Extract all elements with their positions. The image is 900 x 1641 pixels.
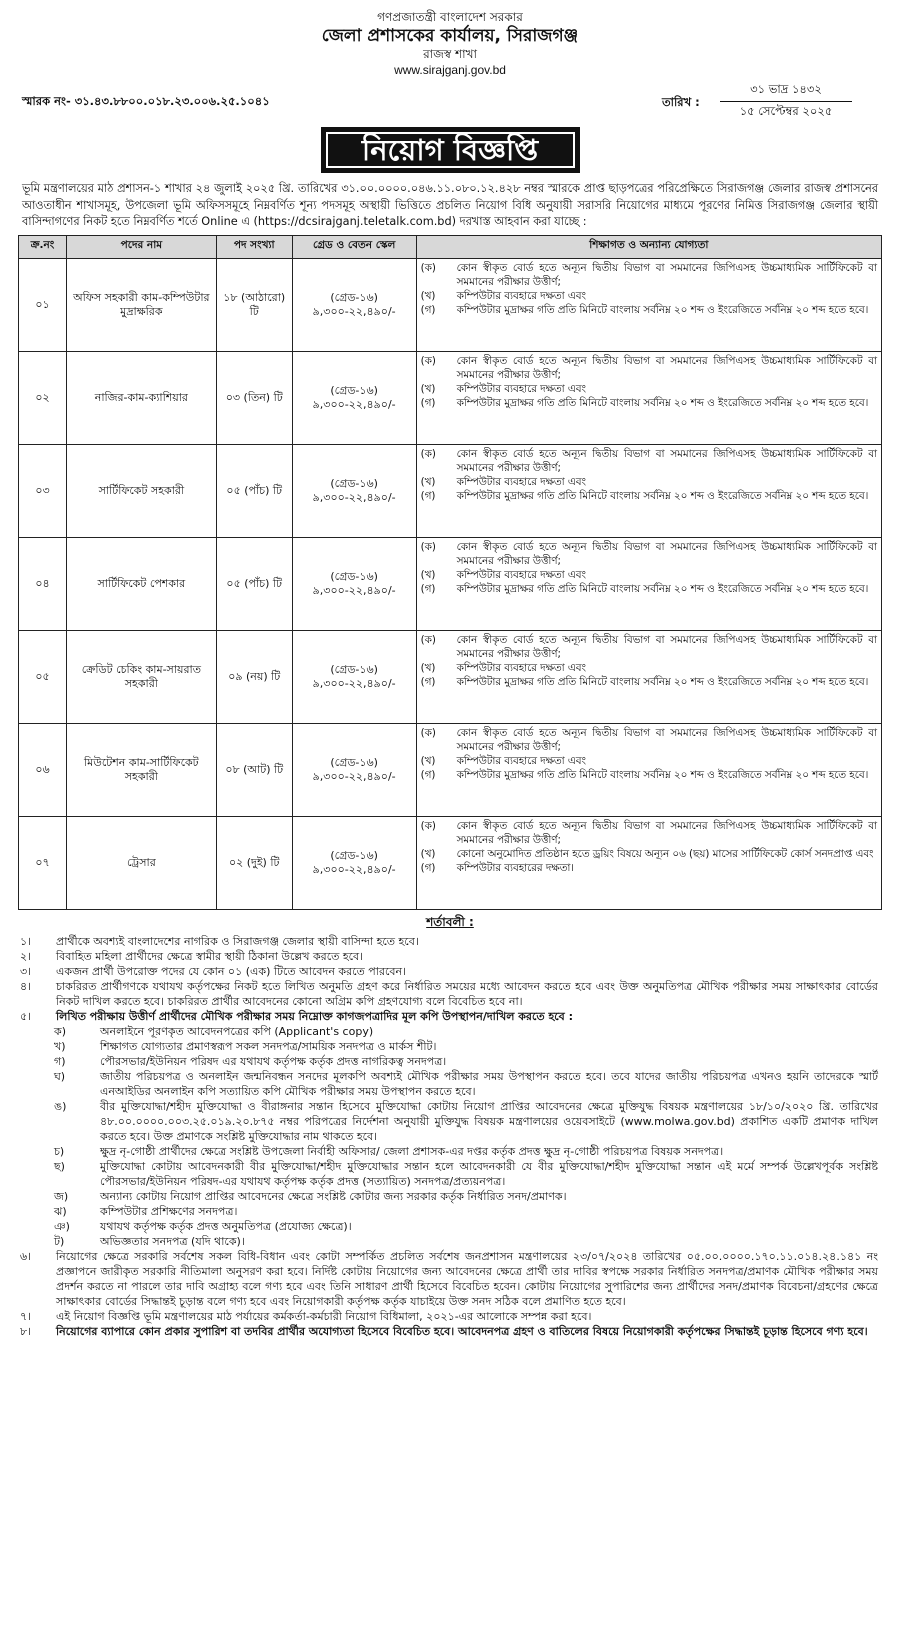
table-row (19, 444, 882, 537)
qualification-text: কোন স্বীকৃত বোর্ড হতে অন্যূন দ্বিতীয় বিভাগ বা সমমানের জিপিএসহ উচ্চমাধ্যমিক সার্টিফিকেট বা সমমানের পরীক্ষার উত্তীর্ণ; (456, 726, 877, 753)
grade-cell (292, 723, 416, 816)
website-text: www.sirajganj.gov.bd (394, 63, 506, 77)
qualification-cell (416, 723, 881, 816)
document-text: যথাযথ কর্তৃপক্ষ কর্তৃক প্রদত্ত অনুমতিপত্র (প্রযোজ্য ক্ষেত্রে)। (100, 1219, 352, 1233)
post-name-cell: নাজির-কাম-ক্যাশিয়ার (66, 351, 216, 444)
qualification-text: কম্পিউটার মুদ্রাক্ষর গতি প্রতি মিনিটে বাংলায় সর্বনিম্ন ২০ শব্দ ও ইংরেজিতে সর্বনিম্ন ২০ শব্দ হতে হবে। (456, 396, 869, 409)
document-text: অনলাইনে পূরণকৃত আবেদনপত্রের কপি (Applicant's copy) (100, 1024, 374, 1038)
qualification-key: (ক) (420, 540, 436, 553)
qualification-key: (ক) (420, 261, 436, 274)
qualification-item (421, 489, 877, 503)
term-number: ৬। (20, 1249, 32, 1263)
date-block (662, 81, 852, 122)
qualification-key: (গ) (420, 303, 436, 316)
qualification-key: (গ) (420, 489, 436, 502)
term-item (18, 934, 882, 949)
serial-cell: ০৭ (19, 816, 67, 909)
term-number: ১। (20, 934, 32, 948)
qualification-text: কোন স্বীকৃত বোর্ড হতে অন্যূন দ্বিতীয় বিভাগ বা সমমানের জিপিএসহ উচ্চমাধ্যমিক সার্টিফিকেট বা সমমানের পরীক্ষার উত্তীর্ণ; (456, 819, 877, 846)
qualification-cell (416, 351, 881, 444)
document-key: ঘ) (54, 1069, 66, 1083)
table-row (19, 351, 882, 444)
post-name-cell: ক্রেডিট চেকিং কাম-সায়রাত সহকারী (66, 630, 216, 723)
qualification-text: কম্পিউটার ব্যবহারে দক্ষতা এবং (456, 475, 586, 488)
document-key: ঙ) (54, 1099, 67, 1113)
qualification-item (421, 354, 877, 382)
scale-text: ৯,৩০০-২২,৪৯০/- (312, 397, 396, 411)
term-text: লিখিত পরীক্ষায় উত্তীর্ণ প্রার্থীদের মৌখিক পরীক্ষার সময় নিম্নোক্ত কাগজপত্রাদির মূল কপি উপস্থাপন/দাখিল করতে হবে : (56, 1009, 574, 1023)
qualification-item (421, 633, 877, 661)
grade-text: (গ্রেড-১৬) (330, 383, 378, 397)
term-number: ৩। (20, 964, 32, 978)
letterhead (18, 10, 882, 79)
qualification-item (421, 396, 877, 410)
term-text: বিবাহিত মহিলা প্রার্থীদের ক্ষেত্রে স্বামীর স্থায়ী ঠিকানা উল্লেখ করতে হবে। (56, 949, 364, 963)
qualification-key: (খ) (420, 382, 436, 395)
qualification-key: (ক) (420, 726, 436, 739)
document-text: জাতীয় পরিচয়পত্র ও অনলাইন জন্মনিবন্ধন সনদের মূলকপি অবশ্যই মৌখিক পরীক্ষার সময় উপস্থাপন করতে হবে। তবে যাদের জাতীয় পরিচয়পত্র এখনও হয়নি তাদেরকে স্মার্ট এনআইডির অনলাইন কপি সত্যায়িত কপি মৌখিক পরীক্ষার সময় উপস্থাপন করতে হবে। (100, 1069, 878, 1098)
document-item (18, 1039, 882, 1054)
post-count-cell: ০২ (দুই) টি (216, 816, 292, 909)
grade-cell (292, 630, 416, 723)
qualification-key: (খ) (420, 847, 436, 860)
terms-list (18, 934, 882, 1339)
document-key: ঞ) (54, 1219, 70, 1233)
term-item (18, 1324, 882, 1339)
post-name-cell: মিউটেশন কাম-সার্টিফিকেট সহকারী (66, 723, 216, 816)
qualification-key: (গ) (420, 582, 436, 595)
qualification-item (421, 861, 877, 875)
post-name-cell: সার্টিফিকেট পেশকার (66, 537, 216, 630)
memo-reference: স্মারক নং- ৩১.৪৩.৮৮০০.০১৮.২৩.০০৬.২৫.১০৪১ (22, 94, 270, 108)
terms-heading: শর্তাবলী : (426, 914, 474, 929)
term-item (18, 1249, 882, 1309)
qualification-text: কম্পিউটার ব্যবহারে দক্ষতা এবং (456, 754, 586, 767)
qualification-text: কম্পিউটার মুদ্রাক্ষর গতি প্রতি মিনিটে বাংলায় সর্বনিম্ন ২০ শব্দ ও ইংরেজিতে সর্বনিম্ন ২০ শব্দ হতে হবে। (456, 303, 869, 316)
qualification-key: (গ) (420, 675, 436, 688)
table-row (19, 816, 882, 909)
document-key: ছ) (54, 1159, 65, 1173)
document-text: কম্পিউটার প্রশিক্ষণের সনদপত্র। (100, 1204, 238, 1218)
grade-cell (292, 816, 416, 909)
document-text: ক্ষুদ্র নৃ-গোষ্ঠী প্রার্থীদের ক্ষেত্রে সংশ্লিষ্ট উপজেলা নির্বাহী অফিসার/ জেলা প্রশাসক-এর দপ্তর কর্তৃক প্রদত্ত ক্ষুদ্র নৃ-গোষ্ঠী পরিচয়পত্র বিষয়ক সনদপত্র। (100, 1144, 724, 1158)
term-item (18, 964, 882, 979)
document-item (18, 1159, 882, 1189)
document-key: ট) (54, 1234, 65, 1248)
qualification-text: কম্পিউটার মুদ্রাক্ষর গতি প্রতি মিনিটে বাংলায় সর্বনিম্ন ২০ শব্দ ও ইংরেজিতে সর্বনিম্ন ২০ শব্দ হতে হবে। (456, 582, 869, 595)
term-text: নিয়োগের ক্ষেত্রে সরকারি সর্বশেষ সকল বিধি-বিধান এবং কোটা সম্পর্কিত প্রচলিত সর্বশেষ জনপ্রশাসন মন্ত্রণালয়ের ২৩/০৭/২০২৪ তারিখের ০৫.০০.০০০০.১৭০.১১.০১৪.২৪.১৪১ নং প্রজ্ঞাপনে জারীকৃত সরকারি নীতিমালা অনুসরণ করা হবে। নির্দিষ্ট কোটায় নিয়োগের জন্য আবেদনের ক্ষেত্রে প্রার্থী তার দাবির স্বপক্ষে সরকার নির্ধারিত সনদপত্র/প্রমাণক মৌখিক পরীক্ষার সময় প্রদর্শন করতে না পারলে তার দাবি অগ্রাহ্য বলে গণ্য হবে এবং তিনি সাধারণ প্রার্থী হিসেবে বিবেচিত হবেন। কোটায় নিয়োগের সুপারিশের জন্য প্রার্থীদের সনদ/প্রমাণক বিবেচনা/গ্রহণের ক্ষেত্রে সাক্ষাৎকার বোর্ডের সিদ্ধান্তই চূড়ান্ত বলে গণ্য হবে এবং নিয়োগকারী কর্তৃপক্ষ কর্তৃক যাচাইয়ে উক্ত সনদ সঠিক বলে প্রমাণিত হতে হবে। (56, 1249, 878, 1308)
qualification-text: কোন স্বীকৃত বোর্ড হতে অন্যূন দ্বিতীয় বিভাগ বা সমমানের জিপিএসহ উচ্চমাধ্যমিক সার্টিফিকেট বা সমমানের পরীক্ষার উত্তীর্ণ; (456, 540, 877, 567)
qualification-text: কম্পিউটার মুদ্রাক্ষর গতি প্রতি মিনিটে বাংলায় সর্বনিম্ন ২০ শব্দ ও ইংরেজিতে সর্বনিম্ন ২০ শব্দ হতে হবে। (456, 675, 869, 688)
grade-text: (গ্রেড-১৬) (330, 569, 378, 583)
document-item (18, 1069, 882, 1099)
scale-text: ৯,৩০০-২২,৪৯০/- (312, 769, 396, 783)
header-post-name: পদের নাম (66, 235, 216, 258)
post-count-cell: ০৫ (পাঁচ) টি (216, 537, 292, 630)
qualification-item (421, 754, 877, 768)
qualification-item (421, 768, 877, 782)
document-item (18, 1144, 882, 1159)
grade-text: (গ্রেড-১৬) (330, 848, 378, 862)
serial-cell: ০২ (19, 351, 67, 444)
grade-cell (292, 258, 416, 351)
post-count-cell: ০৮ (আট) টি (216, 723, 292, 816)
document-item (18, 1189, 882, 1204)
qualification-key: (গ) (420, 861, 436, 874)
post-count-cell: ০৯ (নয়) টি (216, 630, 292, 723)
term-item (18, 979, 882, 1009)
table-row (19, 537, 882, 630)
term-text: প্রার্থীকে অবশ্যই বাংলাদেশের নাগরিক ও সিরাজগঞ্জ জেলার স্থায়ী বাসিন্দা হতে হবে। (56, 934, 419, 948)
qualification-key: (খ) (420, 754, 436, 767)
document-text: মুক্তিযোদ্ধা কোটায় আবেদনকারী বীর মুক্তিযোদ্ধা/শহীদ মুক্তিযোদ্ধার সন্তান হলে আবেদনকারী যে বীর মুক্তিযোদ্ধা/শহীদ মুক্তিযোদ্ধা সন্তান এই মর্মে সম্পর্ক উল্লেখপূর্বক সংশ্লিষ্ট পৌরসভার/ইউনিয়ন পরিষদ-এর যথাযথ কর্তৃপক্ষ কর্তৃক প্রদত্ত (সত্যায়িত) সনদপত্র/প্রত্যয়নপত্র। (100, 1159, 878, 1188)
qualification-key: (ক) (420, 447, 436, 460)
scale-text: ৯,৩০০-২২,৪৯০/- (312, 490, 396, 504)
memo-row (18, 81, 882, 125)
post-count-cell: ১৮ (আঠারো) টি (216, 258, 292, 351)
post-count-cell: ০৫ (পাঁচ) টি (216, 444, 292, 537)
qualification-item (421, 447, 877, 475)
serial-cell: ০৩ (19, 444, 67, 537)
term-text: এই নিয়োগ বিজ্ঞপ্তি ভূমি মন্ত্রণালয়ের মাঠ পর্যায়ের কর্মকর্তা-কর্মচারী নিয়োগ বিধিমালা, ২০২১-এর আলোকে সম্পন্ন করা হবে। (56, 1309, 592, 1323)
term-number: ৫। (20, 1009, 32, 1023)
term-text: চাকরিরত প্রার্থীগণকে যথাযথ কর্তৃপক্ষের নিকট হতে লিখিত অনুমতি গ্রহণ করে নির্ধারিত সময়ের মধ্যে আবেদন করতে হবে এবং উক্ত অনুমতিপত্র মৌখিক পরীক্ষার সময় সাক্ষাৎকার বোর্ডের নিকট দাখিল করতে হবে। চাকরিরত প্রার্থীর আবেদনের কোনো অগ্রিম কপি গ্রহণযোগ্য বলে বিবেচিত হবে না। (56, 979, 878, 1008)
term-number: ৭। (20, 1309, 32, 1323)
qualification-item (421, 382, 877, 396)
document-item (18, 1024, 882, 1039)
qualification-key: (খ) (420, 475, 436, 488)
table-header-row (19, 235, 882, 258)
qualification-text: কম্পিউটার ব্যবহারে দক্ষতা এবং (456, 568, 586, 581)
serial-cell: ০১ (19, 258, 67, 351)
serial-cell: ০৬ (19, 723, 67, 816)
grade-text: (গ্রেড-১৬) (330, 290, 378, 304)
document-text: পৌরসভার/ইউনিয়ন পরিষদ এর যথাযথ কর্তৃপক্ষ কর্তৃক প্রদত্ত নাগরিকত্ব সনদপত্র। (100, 1054, 447, 1068)
qualification-text: কোন স্বীকৃত বোর্ড হতে অন্যূন দ্বিতীয় বিভাগ বা সমমানের জিপিএসহ উচ্চমাধ্যমিক সার্টিফিকেট বা সমমানের পরীক্ষার উত্তীর্ণ; (456, 633, 877, 660)
qualification-text: কম্পিউটার ব্যবহারের দক্ষতা। (456, 861, 574, 874)
qualification-text: কম্পিউটার মুদ্রাক্ষর গতি প্রতি মিনিটে বাংলায় সর্বনিম্ন ২০ শব্দ ও ইংরেজিতে সর্বনিম্ন ২০ শব্দ হতে হবে। (456, 768, 869, 781)
grade-text: (গ্রেড-১৬) (330, 755, 378, 769)
qualification-key: (গ) (420, 768, 436, 781)
qualification-text: কোন স্বীকৃত বোর্ড হতে অন্যূন দ্বিতীয় বিভাগ বা সমমানের জিপিএসহ উচ্চমাধ্যমিক সার্টিফিকেট বা সমমানের পরীক্ষার উত্তীর্ণ; (456, 447, 877, 474)
scale-text: ৯,৩০০-২২,৪৯০/- (312, 583, 396, 597)
qualification-cell (416, 537, 881, 630)
table-row (19, 630, 882, 723)
qualification-cell (416, 444, 881, 537)
qualification-item (421, 582, 877, 596)
grade-text: (গ্রেড-১৬) (330, 662, 378, 676)
header-post-count: পদ সংখ্যা (216, 235, 292, 258)
date-label: তারিখ : (662, 95, 700, 109)
term-item (18, 949, 882, 964)
positions-table (18, 235, 882, 910)
qualification-item (421, 675, 877, 689)
document-item (18, 1219, 882, 1234)
document-key: ক) (54, 1024, 66, 1038)
document-item (18, 1054, 882, 1069)
qualification-text: কম্পিউটার ব্যবহারে দক্ষতা এবং (456, 289, 586, 302)
qualification-item (421, 303, 877, 317)
qualification-key: (গ) (420, 396, 436, 409)
intro-paragraph: ভূমি মন্ত্রণালয়ের মাঠ প্রশাসন-১ শাখার ২৪ জুলাই ২০২৫ খ্রি. তারিখের ৩১.০০.০০০০.০৪৬.১১.০৮০.১২.৪২৮ নম্বর স্মারকে প্রাপ্ত ছাড়পত্রের পরিপ্রেক্ষিতে সিরাজগঞ্জ জেলার রাজস্ব প্রশাসনের আওতাধীন শাখাসমূহ, উপজেলা ভূমি অফিসসমূহে নিম্নবর্ণিত শূন্য পদসমূহ অস্থায়ী ভিত্তিতে প্রচলিত নিয়োগ বিধি অনুযায়ী সরাসরি নিয়োগের মাধ্যমে পূরণের নিমিত্ত সিরাজগঞ্জ জেলার স্থায়ী বাসিন্দাগণের নিকট হতে নিম্নবর্ণিত শর্তে Online এ (https://dcsirajganj.teletalk.com.bd) দরখাস্ত আহবান করা যাচ্ছে : (22, 182, 878, 228)
grade-cell (292, 537, 416, 630)
qualification-cell (416, 816, 881, 909)
document-item (18, 1234, 882, 1249)
government-name: গণপ্রজাতন্ত্রী বাংলাদেশ সরকার (377, 10, 523, 24)
qualification-item (421, 568, 877, 582)
qualification-text: কম্পিউটার ব্যবহারে দক্ষতা এবং (456, 661, 586, 674)
grade-cell (292, 351, 416, 444)
document-key: চ) (54, 1144, 65, 1158)
term-text: একজন প্রার্থী উপরোক্ত পদের যে কোন ০১ (এক) টিতে আবেদন করতে পারবেন। (56, 964, 407, 978)
term-item (18, 1309, 882, 1324)
office-name: জেলা প্রশাসকের কার্যালয়, সিরাজগঞ্জ (321, 26, 579, 46)
scale-text: ৯,৩০০-২২,৪৯০/- (312, 676, 396, 690)
document-key: খ) (54, 1039, 66, 1053)
qualification-text: কম্পিউটার ব্যবহারে দক্ষতা এবং (456, 382, 586, 395)
document-text: অন্যান্য কোটায় নিয়োগ প্রাপ্তির আবেদনের ক্ষেত্রে সংশ্লিষ্ট কোটার জন্য সরকার কর্তৃক নির্ধারিত সনদ/প্রমাণক। (100, 1189, 567, 1203)
document-key: জ) (54, 1189, 69, 1203)
qualification-cell (416, 630, 881, 723)
term-item (18, 1009, 882, 1024)
document-key: ঝ) (54, 1204, 67, 1218)
qualification-key: (ক) (420, 819, 436, 832)
post-name-cell: সার্টিফিকেট সহকারী (66, 444, 216, 537)
qualification-item (421, 661, 877, 675)
notice-title: নিয়োগ বিজ্ঞপ্তি (321, 127, 580, 173)
qualification-item (421, 540, 877, 568)
document-key: গ) (54, 1054, 66, 1068)
date-gregorian: ১৫ সেপ্টেম্বর ২০২৫ (739, 104, 833, 118)
qualification-key: (খ) (420, 289, 436, 302)
scale-text: ৯,৩০০-২২,৪৯০/- (312, 862, 396, 876)
qualification-key: (খ) (420, 568, 436, 581)
header-grade-scale: গ্রেড ও বেতন স্কেল (292, 235, 416, 258)
post-count-cell: ০৩ (তিন) টি (216, 351, 292, 444)
grade-cell (292, 444, 416, 537)
post-name-cell: অফিস সহকারী কাম-কম্পিউটার মুদ্রাক্ষরিক (66, 258, 216, 351)
serial-cell: ০৪ (19, 537, 67, 630)
header-qualification: শিক্ষাগত ও অন্যান্য যোগ্যতা (416, 235, 881, 258)
term-number: ৮। (20, 1324, 32, 1338)
date-bangla: ৩১ ভাদ্র ১৪৩২ (720, 81, 852, 102)
document-item (18, 1099, 882, 1144)
qualification-item (421, 261, 877, 289)
qualification-key: (ক) (420, 633, 436, 646)
qualification-item (421, 847, 877, 861)
qualification-text: কম্পিউটার মুদ্রাক্ষর গতি প্রতি মিনিটে বাংলায় সর্বনিম্ন ২০ শব্দ ও ইংরেজিতে সর্বনিম্ন ২০ শব্দ হতে হবে। (456, 489, 869, 502)
serial-cell: ০৫ (19, 630, 67, 723)
qualification-text: কোন স্বীকৃত বোর্ড হতে অন্যূন দ্বিতীয় বিভাগ বা সমমানের জিপিএসহ উচ্চমাধ্যমিক সার্টিফিকেট বা সমমানের পরীক্ষার উত্তীর্ণ; (456, 354, 877, 381)
post-name-cell: ট্রেসার (66, 816, 216, 909)
term-number: ৪। (20, 979, 32, 993)
document-text: শিক্ষাগত যোগ্যতার প্রমাণস্বরূপ সকল সনদপত্র/সাময়িক সনদপত্র ও মার্কস শীট। (100, 1039, 437, 1053)
qualification-item (421, 726, 877, 754)
grade-text: (গ্রেড-১৬) (330, 476, 378, 490)
qualification-text: কোন স্বীকৃত বোর্ড হতে অন্যূন দ্বিতীয় বিভাগ বা সমমানের জিপিএসহ উচ্চমাধ্যমিক সার্টিফিকেট বা সমমানের পরীক্ষার উত্তীর্ণ; (456, 261, 877, 288)
document-text: অভিজ্ঞতার সনদপত্র (যদি থাকে)। (100, 1234, 245, 1248)
qualification-text: কোনো অনুমোদিত প্রতিষ্ঠান হতে ড্রয়িং বিষয়ে অন্যূন ০৬ (ছয়) মাসের সার্টিফিকেট কোর্স সনদপ্রাপ্ত এবং (456, 847, 874, 860)
document-item (18, 1204, 882, 1219)
qualification-item (421, 475, 877, 489)
qualification-item (421, 289, 877, 303)
qualification-cell (416, 258, 881, 351)
header-serial: ক্র.নং (19, 235, 67, 258)
qualification-key: (খ) (420, 661, 436, 674)
table-row (19, 258, 882, 351)
qualification-key: (ক) (420, 354, 436, 367)
scale-text: ৯,৩০০-২২,৪৯০/- (312, 304, 396, 318)
table-row (19, 723, 882, 816)
document-text: বীর মুক্তিযোদ্ধা/শহীদ মুক্তিযোদ্ধা ও বীরাঙ্গনার সন্তান হিসেবে মুক্তিযোদ্ধা কোটায় নিয়োগ প্রাপ্তির আবেদনের ক্ষেত্রে মুক্তিযুদ্ধ বিষয়ক মন্ত্রণালয়ের ১৮/১০/২০২০ খ্রি. তারিখের ৪৮.০০.০০০০.০০৩.২৫.০১৯.২০.৮৭৫ নম্বর পরিপত্রের নির্দেশনা অনুযায়ী মুক্তিযুদ্ধ বিষয়ক মন্ত্রণালয়ের ওয়েবসাইটে (www.molwa.gov.bd) প্রকাশিত একটি প্রমাণক দাখিল করতে হবে। উক্ত প্রমাণকে সংশ্লিষ্ট মুক্তিযোদ্ধার নাম থাকতে হবে। (100, 1099, 878, 1143)
branch-name: রাজস্ব শাখা (423, 47, 477, 61)
term-text: নিয়োগের ব্যাপারে কোন প্রকার সুপারিশ বা তদবির প্রার্থীর অযোগ্যতা হিসেবে বিবেচিত হবে। আবেদনপত্র গ্রহণ ও বাতিলের বিষয়ে নিয়োগকারী কর্তৃপক্ষের সিদ্ধান্তই চূড়ান্ত হিসেবে গণ্য হবে। (56, 1324, 868, 1338)
qualification-item (421, 819, 877, 847)
term-number: ২। (20, 949, 32, 963)
